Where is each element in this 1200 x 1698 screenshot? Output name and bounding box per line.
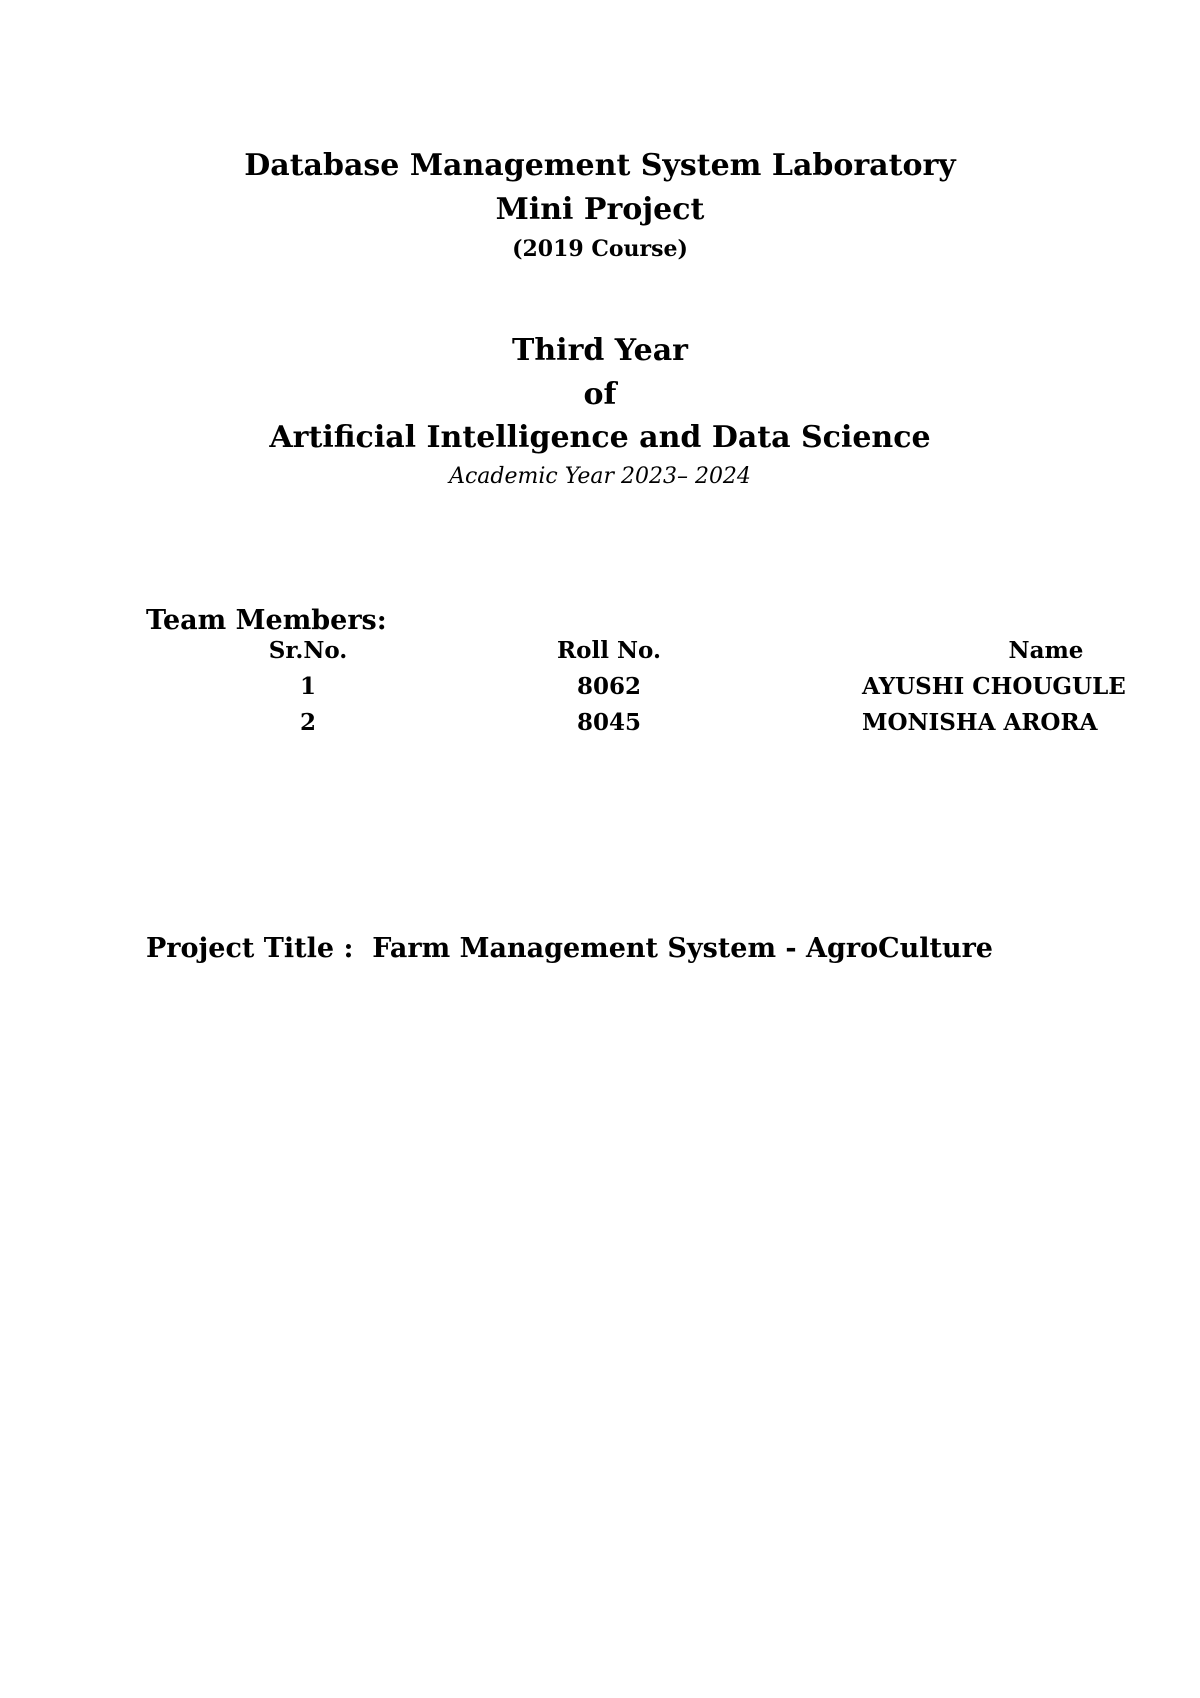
table-header-row xyxy=(146,637,1126,673)
course-year: (2019 Course) xyxy=(512,236,688,262)
member-roll-no: 8062 xyxy=(576,673,641,700)
project-title-label: Project Title : xyxy=(146,933,354,964)
academic-year: Academic Year 2023– 2024 xyxy=(449,464,751,489)
table-row xyxy=(146,673,1126,709)
column-header-sr-no: Sr.No. xyxy=(268,637,348,664)
project-title-line xyxy=(146,933,993,964)
study-year: Third Year xyxy=(512,333,688,368)
column-header-roll-no: Roll No. xyxy=(557,637,661,664)
team-members-heading: Team Members: xyxy=(146,605,387,636)
table-row xyxy=(146,709,1126,745)
member-sr-no: 2 xyxy=(299,709,316,736)
column-header-name: Name xyxy=(1008,637,1084,664)
member-name: AYUSHI CHOUGULE xyxy=(862,673,1126,700)
course-title: Database Management System Laboratory xyxy=(244,148,956,183)
member-sr-no: 1 xyxy=(299,673,316,700)
team-members-table xyxy=(146,637,1126,745)
of-text: of xyxy=(583,377,617,412)
member-roll-no: 8045 xyxy=(576,709,641,736)
member-name: MONISHA ARORA xyxy=(862,709,1098,736)
project-title-value: Farm Management System - AgroCulture xyxy=(372,933,993,964)
branch-name: Artificial Intelligence and Data Science xyxy=(269,420,931,455)
project-type: Mini Project xyxy=(495,192,705,227)
